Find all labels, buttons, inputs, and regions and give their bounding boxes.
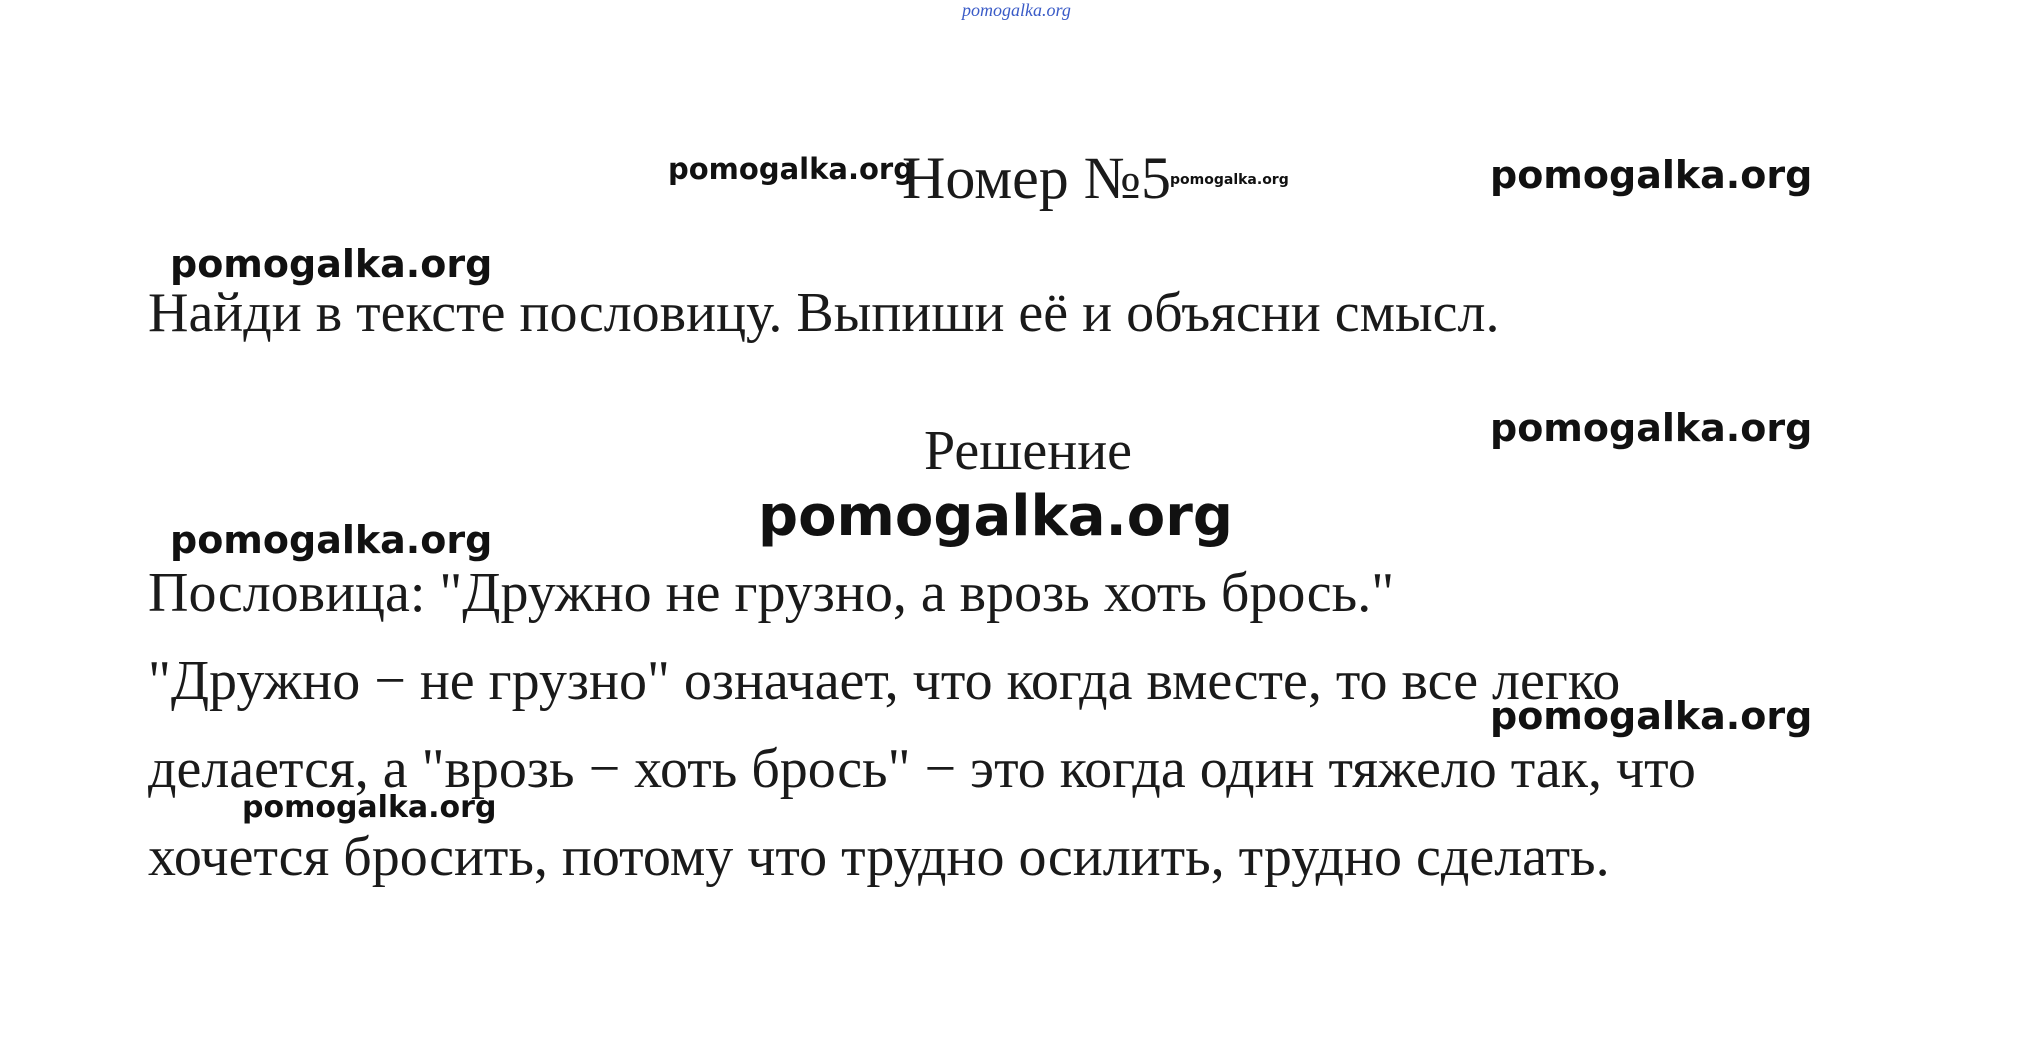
top-watermark: pomogalka.org bbox=[962, 0, 1071, 20]
solution-heading: Решение bbox=[924, 420, 1133, 482]
watermark-solution-center: pomogalka.org bbox=[758, 484, 1233, 549]
watermark-solution-right: pomogalka.org bbox=[1490, 406, 1813, 450]
solution-line: делается, а "врозь − хоть брось" − это когда один тяжело так, что bbox=[148, 738, 1696, 800]
watermark-task-above: pomogalka.org bbox=[170, 242, 493, 286]
watermark-title-left: pomogalka.org bbox=[668, 152, 914, 186]
solution-line: "Дружно − не грузно" означает, что когда вместе, то все легко bbox=[148, 650, 1621, 712]
page-title: Номер №5 bbox=[902, 145, 1172, 211]
watermark-title-inline: pomogalka.org bbox=[1170, 172, 1289, 188]
solution-line: хочется бросить, потому что трудно осилить, трудно сделать. bbox=[148, 826, 1610, 888]
watermark-title-right: pomogalka.org bbox=[1490, 153, 1813, 197]
task-text: Найди в тексте пословицу. Выпиши её и объясни смысл. bbox=[148, 282, 1500, 344]
watermark-body-right: pomogalka.org bbox=[1490, 694, 1813, 738]
solution-line: Пословица: "Дружно не грузно, а врозь хоть брось." bbox=[148, 562, 1395, 624]
watermark-body-lower: pomogalka.org bbox=[242, 790, 497, 825]
watermark-body-above: pomogalka.org bbox=[170, 518, 493, 562]
